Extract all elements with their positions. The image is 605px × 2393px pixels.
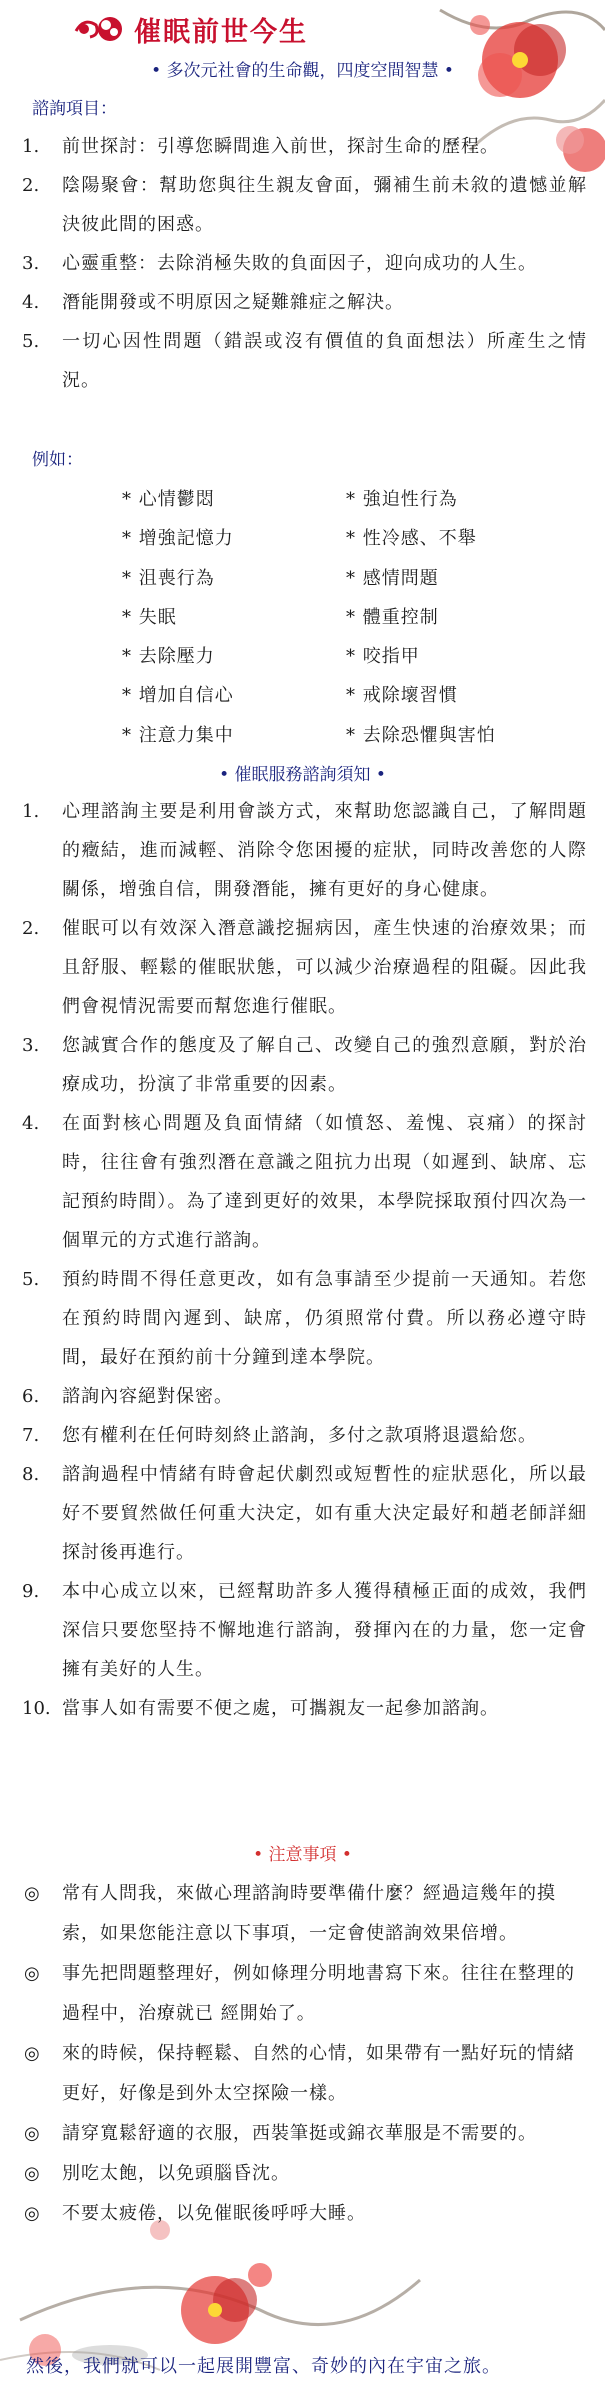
list-item — [22, 909, 587, 1026]
item-text: 別吃太飽，以免頭腦昏沈。 — [62, 2163, 290, 2184]
page-title: 催眠前世今生 — [134, 16, 308, 48]
item-number: 1. — [22, 136, 40, 157]
item-number: 5. — [22, 331, 40, 352]
list-item — [24, 1954, 584, 2034]
example-item: * 體重控制 — [346, 606, 439, 628]
list-item — [24, 2034, 584, 2114]
list-item — [22, 283, 587, 322]
list-item — [22, 1377, 587, 1416]
item-text: 一切心因性問題（錯誤或沒有價值的負面想法）所產生之情況。 — [62, 331, 587, 391]
item-number: 7. — [22, 1425, 40, 1446]
list-item — [24, 1874, 584, 1954]
list-item — [22, 322, 587, 400]
item-text: 請穿寬鬆舒適的衣服，西裝筆挺或錦衣華服是不需要的。 — [62, 2123, 537, 2144]
item-text: 陰陽聚會：幫助您與往生親友會面，彌補生前未敘的遺憾並解決彼此間的困惑。 — [62, 175, 587, 235]
item-text: 心理諮詢主要是利用會談方式，來幫助您認識自己，了解問題的癥結，進而減輕、消除令您困擾的症狀，同時改善您的人際關係，增強自信，開發潛能，擁有更好的身心健康。 — [62, 801, 587, 900]
bullet-icon: ◎ — [24, 2123, 41, 2144]
item-number: 1. — [22, 801, 40, 822]
list-item — [22, 166, 587, 244]
example-item: * 注意力集中 — [122, 724, 234, 746]
list-item — [24, 2194, 584, 2234]
list-item — [22, 1572, 587, 1689]
bullet-icon: ◎ — [24, 2043, 41, 2064]
item-text: 事先把問題整理好，例如條理分明地書寫下來。往往在整理的過程中，治療就已 經開始了。 — [62, 1963, 575, 2024]
list-item — [22, 1104, 587, 1260]
item-text: 潛能開發或不明原因之疑難雜症之解決。 — [62, 292, 404, 313]
example-item: * 失眠 — [122, 606, 177, 628]
list-item — [22, 792, 587, 909]
list-item — [22, 1416, 587, 1455]
item-text: 來的時候，保持輕鬆、自然的心情，如果帶有一點好玩的情緒更好，好像是到外太空探險一樣。 — [62, 2043, 575, 2104]
notes-title: • 注意事項 • — [253, 1845, 352, 1865]
item-number: 2. — [22, 918, 40, 939]
list-item — [22, 1455, 587, 1572]
item-text: 您有權利在任何時刻終止諮詢，多付之款項將退還給您。 — [62, 1425, 537, 1446]
list-item — [24, 2154, 584, 2194]
page-subtitle: • 多次元社會的生命觀，四度空間智慧 • — [151, 61, 454, 81]
item-text: 本中心成立以來，已經幫助許多人獲得積極正面的成效，我們深信只要您堅持不懈地進行諮詢，發揮內在的力量，您一定會擁有美好的人生。 — [62, 1581, 587, 1680]
item-text: 心靈重整：去除消極失敗的負面因子，迎向成功的人生。 — [62, 253, 537, 274]
example-item: * 去除壓力 — [122, 646, 215, 668]
item-number: 6. — [22, 1386, 40, 1407]
item-text: 當事人如有需要不便之處，可攜親友一起參加諮詢。 — [62, 1698, 499, 1719]
notes-list — [24, 1874, 584, 2234]
closing-text: 然後，我們就可以一起展開豐富、奇妙的內在宇宙之旅。 — [26, 2356, 501, 2377]
example-item: * 心情鬱悶 — [122, 489, 215, 510]
item-number: 9. — [22, 1581, 40, 1602]
example-item: * 沮喪行為 — [122, 567, 215, 589]
examples-grid — [122, 480, 562, 755]
item-text: 催眠可以有效深入潛意識挖掘病因，產生快速的治療效果；而且舒服、輕鬆的催眠狀態，可以減少治療過程的阻礙。因此我們會視情況需要而幫您進行催眠。 — [62, 918, 587, 1017]
item-text: 常有人問我，來做心理諮詢時要準備什麼？經過這幾年的摸索，如果您能注意以下事項，一定會使諮詢效果倍增。 — [62, 1883, 556, 1944]
list-item — [22, 127, 587, 166]
consult-list — [22, 127, 587, 400]
item-text: 諮詢內容絕對保密。 — [62, 1386, 233, 1407]
example-item: * 感情問題 — [346, 567, 439, 589]
item-text: 諮詢過程中情緒有時會起伏劇烈或短暫性的症狀惡化，所以最好不要貿然做任何重大決定，如有重大決定最好和趙老師詳細探討後再進行。 — [62, 1464, 587, 1563]
item-number: 4. — [22, 292, 40, 313]
service-notice-list — [22, 792, 587, 1728]
item-number: 3. — [22, 253, 40, 274]
example-item: * 增加自信心 — [122, 685, 234, 707]
example-item: * 性冷感、不舉 — [346, 528, 477, 550]
example-item: * 咬指甲 — [346, 646, 420, 668]
flower-logo-icon — [70, 9, 126, 49]
example-item: * 強迫性行為 — [346, 489, 458, 510]
examples-label: 例如： — [32, 450, 83, 470]
list-item — [22, 1260, 587, 1377]
bullet-icon: ◎ — [24, 1963, 41, 1984]
consult-items-label: 諮詢項目： — [32, 99, 117, 119]
example-item: * 戒除壞習慣 — [346, 685, 458, 707]
item-text: 不要太疲倦，以免催眠後呼呼大睡。 — [62, 2203, 366, 2224]
item-number: 3. — [22, 1035, 40, 1056]
bullet-icon: ◎ — [24, 2203, 41, 2224]
item-number: 10. — [22, 1698, 51, 1719]
example-item: * 去除恐懼與害怕 — [346, 724, 496, 746]
item-text: 您誠實合作的態度及了解自己、改變自己的強烈意願，對於治療成功，扮演了非常重要的因素。 — [62, 1035, 587, 1095]
item-text: 前世探討：引導您瞬間進入前世，探討生命的歷程。 — [62, 136, 499, 157]
item-number: 8. — [22, 1464, 40, 1485]
item-number: 2. — [22, 175, 40, 196]
list-item — [22, 1689, 587, 1728]
item-number: 4. — [22, 1113, 40, 1134]
example-item: * 增強記憶力 — [122, 528, 234, 550]
service-notice-title: • 催眠服務諮詢須知 • — [219, 765, 386, 785]
list-item — [24, 2114, 584, 2154]
item-text: 預約時間不得任意更改，如有急事請至少提前一天通知。若您在預約時間內遲到、缺席，仍須照常付費。所以務必遵守時間，最好在預約前十分鐘到達本學院。 — [62, 1269, 587, 1368]
item-number: 5. — [22, 1269, 40, 1290]
bullet-icon: ◎ — [24, 1883, 41, 1904]
list-item — [22, 244, 587, 283]
page-header — [70, 6, 308, 52]
item-text: 在面對核心問題及負面情緒（如憤怒、羞愧、哀痛）的探討時，往往會有強烈潛在意識之阻抗力出現（如遲到、缺席、忘記預約時間）。為了達到更好的效果，本學院採取預付四次為一個單元的方式進行諮詢。 — [62, 1113, 587, 1251]
list-item — [22, 1026, 587, 1104]
bullet-icon: ◎ — [24, 2163, 41, 2184]
